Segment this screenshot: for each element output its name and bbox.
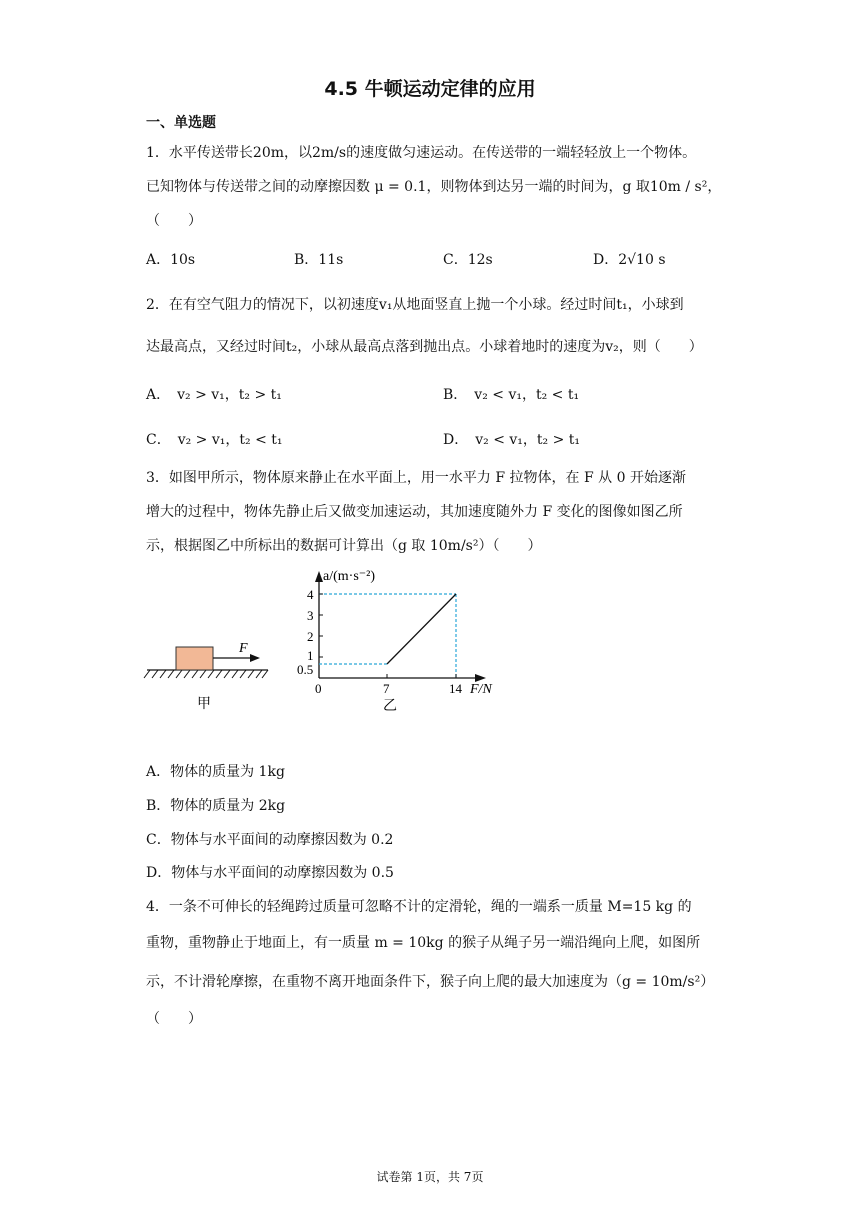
data-line	[387, 594, 456, 664]
q4-line-2: 重物，重物静止于地面上，有一质量 m = 10kg 的猴子从绳子另一端沿绳向上爬，如图所	[146, 935, 701, 951]
q4-line-3: 示，不计滑轮摩擦，在重物不离开地面条件下，猴子向上爬的最大加速度为（g = 10m/s²）	[146, 974, 715, 990]
x-tick-7: 7	[383, 681, 390, 696]
block	[176, 647, 213, 670]
x-tick-0: 0	[315, 681, 322, 696]
q2-option-c: C． v₂ > v₁，t₂ < t₁	[146, 432, 283, 448]
q2-line-1: 2．在有空气阻力的情况下，以初速度v₁从地面竖直上抛一个小球。经过时间t₁，小球到	[146, 297, 684, 313]
section-heading: 一、单选题	[146, 115, 216, 131]
q3-option-a: A．物体的质量为 1kg	[146, 764, 285, 780]
q1-line-2: 已知物体与传送带之间的动摩擦因数 μ = 0.1，则物体到达另一端的时间为，g 取10m / s²，	[146, 179, 722, 195]
page-title: 4.5 牛顿运动定律的应用	[324, 78, 536, 100]
y-tick-2: 2	[307, 629, 314, 644]
block-diagram	[140, 630, 280, 715]
q1-option-c: C．12s	[443, 252, 493, 268]
y-tick-0.5: 0.5	[297, 662, 314, 677]
q2-option-b: B． v₂ < v₁，t₂ < t₁	[443, 387, 580, 403]
acceleration-force-graph	[290, 560, 520, 720]
q3-line-3: 示，根据图乙中所标出的数据可计算出（g 取 10m/s²）（ ）	[146, 538, 542, 554]
q1-line-3: （ ）	[146, 213, 202, 229]
q3-option-c: C．物体与水平面间的动摩擦因数为 0.2	[146, 832, 394, 848]
x-tick-14: 14	[449, 681, 462, 696]
q1-option-a: A．10s	[146, 252, 196, 268]
y-tick-3: 3	[307, 608, 314, 623]
q2-line-2: 达最高点，又经过时间t₂，小球从最高点落到抛出点。小球着地时的速度为v₂，则（ ）	[146, 339, 703, 355]
x-axis-label: F/N	[470, 682, 492, 697]
q2-option-d: D． v₂ < v₁，t₂ > t₁	[443, 432, 581, 448]
caption-jia: 甲	[197, 697, 211, 712]
force-label: F	[239, 641, 248, 656]
q4-line-1: 4．一条不可伸长的轻绳跨过质量可忽略不计的定滑轮，绳的一端系一质量 M=15 kg 的	[146, 899, 692, 915]
q3-option-b: B．物体的质量为 2kg	[146, 798, 286, 814]
page-footer: 试卷第 1页，共 7页	[376, 1170, 484, 1184]
q3-line-2: 增大的过程中，物体先静止后又做变加速运动，其加速度随外力 F 变化的图像如图乙所	[146, 504, 683, 520]
q2-option-a: A． v₂ > v₁，t₂ > t₁	[146, 387, 282, 403]
q1-option-b: B．11s	[294, 252, 344, 268]
q1-line-1: 1．水平传送带长20m，以2m/s的速度做匀速运动。在传送带的一端轻轻放上一个物体。	[146, 145, 697, 161]
y-axis-label: a/(m·s⁻²)	[323, 569, 376, 584]
caption-yi: 乙	[383, 699, 397, 714]
q4-line-4: （ ）	[146, 1011, 202, 1027]
q1-option-d: D．2√10 s	[593, 252, 666, 268]
q3-option-d: D．物体与水平面间的动摩擦因数为 0.5	[146, 865, 394, 881]
q3-line-1: 3．如图甲所示，物体原来静止在水平面上，用一水平力 F 拉物体，在 F 从 0 开始逐渐	[146, 470, 686, 486]
y-tick-1: 1	[307, 648, 314, 663]
y-tick-4: 4	[307, 587, 314, 602]
